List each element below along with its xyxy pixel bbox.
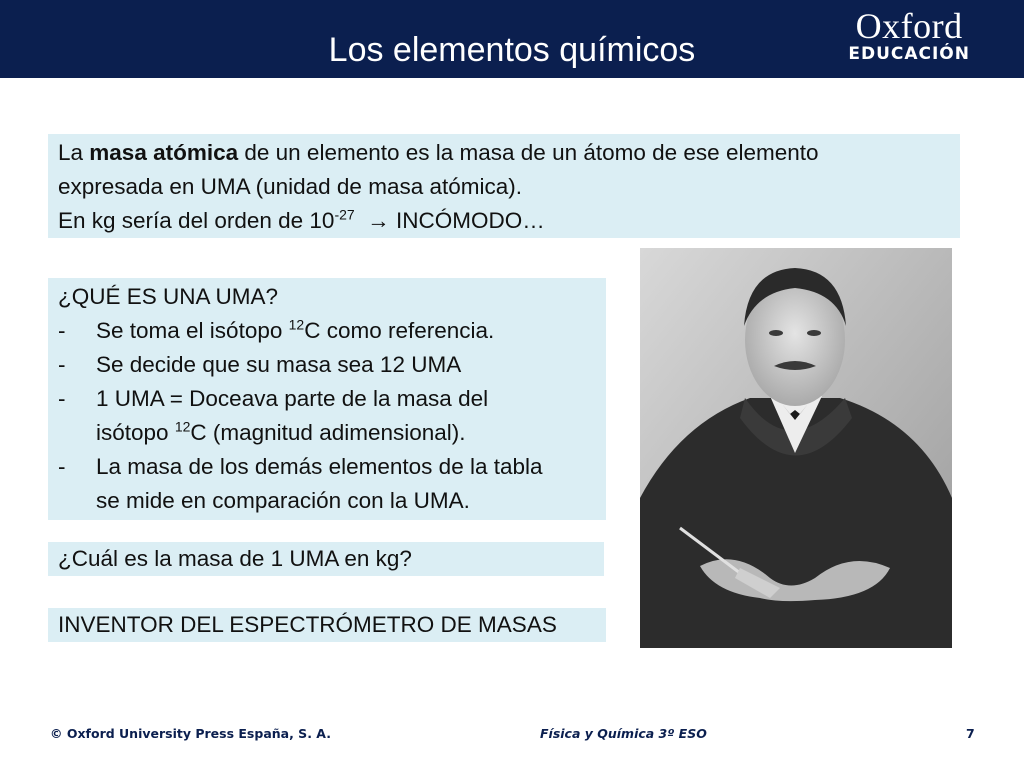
slide-title: Los elementos químicos — [328, 31, 696, 69]
mass-line-3 — [58, 204, 950, 238]
uma-kg-question-box — [48, 542, 604, 576]
list-item — [58, 348, 596, 382]
bullet-dash: - — [58, 318, 66, 343]
mass-line-3-prefix: En kg sería del orden de 10 — [58, 208, 335, 233]
arrow-right-icon: → — [367, 208, 390, 233]
bullet-dash: - — [58, 454, 66, 479]
mass-line-1-suffix: de un elemento es la masa de un átomo de ese elemento — [238, 140, 819, 165]
list-item-text: C (magnitud adimensional). — [190, 420, 466, 445]
bullet-dash: - — [58, 386, 66, 411]
question-text: ¿Cuál es la masa de 1 UMA en kg? — [58, 546, 412, 571]
logo-educacion-wordmark: EDUCACIÓN — [848, 44, 970, 64]
footer-course: Física y Química 3º ESO — [540, 726, 707, 741]
atomic-mass-definition-box — [48, 134, 960, 238]
footer-copyright: © Oxford University Press España, S. A. — [50, 726, 331, 741]
inventor-text: INVENTOR DEL ESPECTRÓMETRO DE MASAS — [58, 612, 557, 637]
list-item-text: se mide en comparación con la UMA. — [96, 488, 470, 513]
mass-line-1-prefix: La — [58, 140, 90, 165]
isotope-superscript: 12 — [288, 316, 305, 333]
list-item-text: 1 UMA = Doceava parte de la masa del — [96, 386, 489, 411]
list-item-text: C como referencia. — [304, 318, 495, 343]
bullet-dash: - — [58, 352, 66, 377]
portrait-illustration — [640, 248, 952, 648]
inventor-caption-box — [48, 608, 606, 642]
mass-line-3-suffix: INCÓMODO… — [389, 208, 545, 233]
logo-oxford-wordmark: Oxford — [855, 6, 963, 46]
mass-line-1 — [58, 136, 950, 170]
list-item — [58, 382, 596, 450]
mass-line-2: expresada en UMA (unidad de masa atómica). — [58, 174, 522, 199]
list-item — [58, 314, 596, 348]
list-item-text: isótopo — [96, 420, 175, 445]
mass-exponent: -27 — [334, 206, 355, 223]
list-item — [58, 450, 596, 518]
mass-line-1-bold-term: masa atómica — [89, 140, 239, 165]
footer-page-number: 7 — [966, 726, 975, 741]
list-item-text: Se toma el isótopo — [96, 318, 289, 343]
uma-heading: ¿QUÉ ES UNA UMA? — [58, 284, 279, 309]
slide-header-bar — [0, 0, 1024, 78]
oxford-educacion-logo — [848, 8, 970, 64]
isotope-superscript: 12 — [174, 418, 191, 435]
list-item-text: La masa de los demás elementos de la tabla — [96, 454, 543, 479]
list-item-text: Se decide que su masa sea 12 UMA — [96, 352, 462, 377]
uma-explanation-box — [48, 278, 606, 520]
scientist-portrait-image — [640, 248, 952, 648]
